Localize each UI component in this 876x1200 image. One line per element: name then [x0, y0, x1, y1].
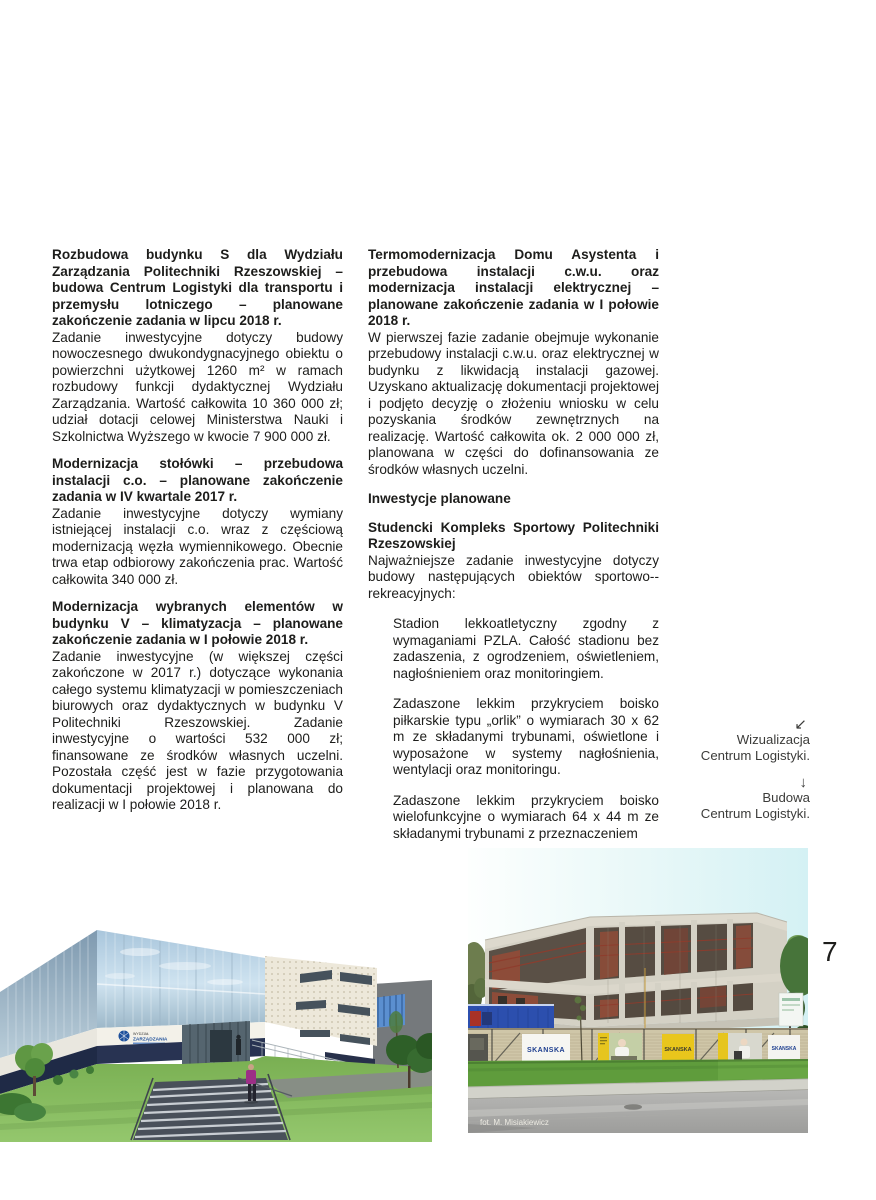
section-body: Zadanie inwestycyjne (w większej części zakończone w 2017 r.) dotyczące wykonania całego systemu klimatyzacji w pomieszczeniach biurowych oraz dydaktycznych w budynku V Politechniki Rzeszowskiej. Zadanie inwestycyjne o wartości 532 000 zł; finansowane ze środków własnych uczelni. Pozostała część jest w fazie przygotowania dokumentacji projektowej i planowana do realizacji w I połowie 2018 r.: [52, 648, 343, 812]
skanska-banner-white-1: [522, 1034, 570, 1062]
sign-line-1: WYDZIAŁ: [133, 1032, 149, 1036]
section-heading: Rozbudowa budynku S dla Wydziału Zarządzania Politechniki Rzeszowskiej – budowa Centrum Logistyki dla transportu i przemysłu lotniczego – planowane zakończenie zadania w lipcu 2018 r.: [52, 247, 343, 328]
skanska-banner-yellow: [662, 1034, 694, 1062]
visualization-photo-centrum-logistyki: [0, 918, 432, 1142]
arrow-down-icon: ↓: [799, 774, 807, 791]
article-section: [368, 247, 659, 478]
section-heading: Termomodernizacja Domu Asystenta i przebudowa instalacji c.w.u. oraz modernizacja instalacji elektrycznej – planowane zakończenie zadania w I połowie 2018 r.: [368, 247, 659, 328]
project-intro: Najważniejsze zadanie inwestycyjne dotyczy budowy następujących obiektów sportowo-​-rekreacyjnych:: [368, 552, 659, 601]
article-section: [52, 599, 343, 814]
right-column: [368, 247, 659, 853]
section-body: Zadanie inwestycyjne dotyczy wymiany istniejącej instalacji c.o. wraz z częściową modernizacją węzła wymiennikowego. Obecnie trwa etap odbiorowy zakończenia prac. Wartość całkowita 340 000 zł.: [52, 505, 343, 587]
caption-line: Centrum Logistyki.: [700, 805, 810, 821]
photo-credit: fot. M. Misiakiewicz: [480, 1118, 549, 1127]
article-section: [368, 520, 659, 843]
stairs: [131, 1074, 292, 1140]
project-heading: Studencki Kompleks Sportowy Politechniki Rzeszowskiej: [368, 519, 659, 551]
page-number: 7: [822, 936, 838, 967]
left-column: [52, 247, 343, 825]
svg-text:SKANSKA: SKANSKA: [771, 1046, 797, 1052]
caption-visualization: [701, 717, 810, 763]
planned-investments-heading: Inwestycje planowane: [368, 491, 511, 506]
section-heading: Modernizacja stołówki – przebudowa instalacji c.o. – planowane zakończenie zadania w IV kwartale 2017 r.: [52, 456, 343, 504]
caption-line: Budowa: [762, 790, 810, 805]
project-item: Zadaszone lekkim przykryciem boisko piłkarskie typu „orlik” o wymiarach 30 x 62 m ze składanymi trybunami, oświetlone i wyposażone w systemy nagłośnienia, wentylacji oraz monitoringu.: [393, 696, 659, 777]
arrow-down-left-icon: ↙: [794, 716, 807, 733]
article-section: [52, 456, 343, 588]
section-body: Zadanie inwestycyjne dotyczy budowy nowoczesnego dwukondygnacyjnego obiektu o powierzchni użytkowej 1260 m² w ramach rozbudowy funkcji dydaktycznej Wydziału Zarządzania. Wartość całkowita 10 360 000 zł; udział dotacji celowej Ministerstwa Nauki i Szkolnictwa Wyższego w kwocie 7 900 000 zł.: [52, 329, 343, 444]
margin-captions: [701, 717, 810, 821]
section-body: W pierwszej fazie zadanie obejmuje wykonanie przebudowy instalacji c.w.u. oraz elektrycznej w budynku z likwidacją instalacji gazowej. Uzyskano aktualizację dokumentacji projektowej i podjęto decyzję o złożeniu wniosku w celu pozyskania środków zewnętrznych na realizację. Wartość całkowita ok. 2 000 000 zł, planowana w części do dofinansowania ze środków własnych uczelni.: [368, 329, 659, 477]
section-heading: Modernizacja wybranych elementów w budynku V – klimatyzacja – planowane zakończenie zadania w I połowie 2018 r.: [52, 599, 343, 647]
svg-text:SKANSKA: SKANSKA: [664, 1047, 692, 1053]
caption-line: Centrum Logistyki.: [700, 747, 810, 763]
skanska-banner-white-2: [768, 1035, 800, 1061]
article-section: [52, 247, 343, 445]
entrance: [182, 1021, 250, 1066]
construction-photo-centrum-logistyki: [468, 848, 808, 1133]
project-item: Zadaszone lekkim przykryciem boisko wielofunkcyjne o wymiarach 64 x 44 m ze składanymi trybunami z przeznaczeniem: [393, 792, 659, 841]
sign-line-2: ZARZĄDZANIA: [133, 1037, 168, 1043]
fence-photo-panel-1: [598, 1033, 642, 1062]
project-item: Stadion lekkoatletyczny zgodny z wymaganiami PZLA. Całość stadionu bez zadaszenia, z ogrodzeniem, oświetleniem, nagłośnieniem oraz monitoringiem.: [393, 616, 659, 681]
blue-containers: [468, 1004, 554, 1032]
fence-photo-panel-2: [718, 1033, 762, 1062]
caption-line: Wizualizacja: [736, 732, 810, 747]
svg-text:SKANSKA: SKANSKA: [526, 1047, 566, 1054]
caption-construction: [701, 775, 810, 821]
